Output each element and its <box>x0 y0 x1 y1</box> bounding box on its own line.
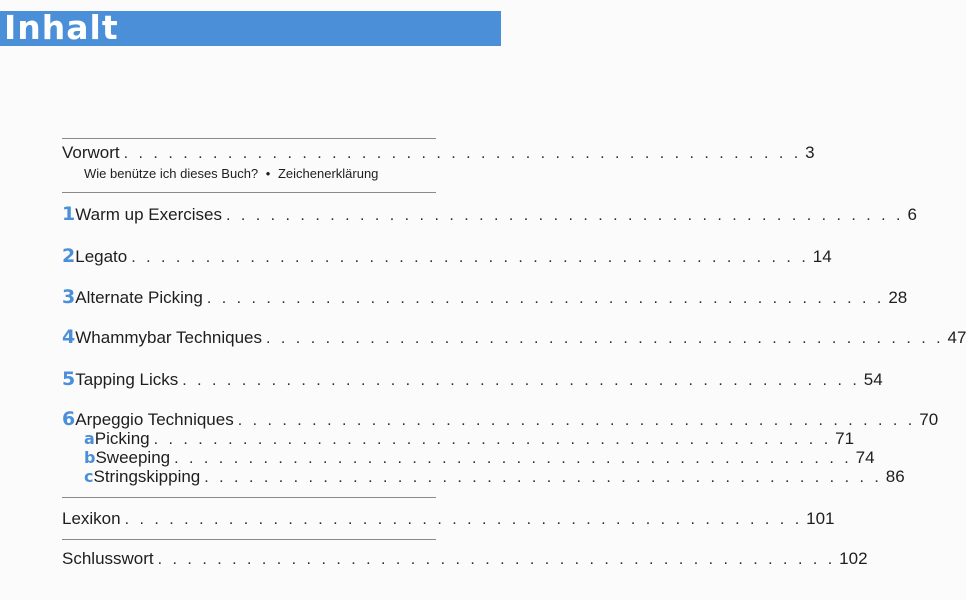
dot-leader: . . . . . . . . . . . . . . . . . . . . . . . . . . . . . . . . . . . . . . . . . . . . . . <box>225 207 904 224</box>
chapter-number: 1 <box>62 203 76 225</box>
entry-page: 47 <box>947 328 966 347</box>
entry-label: Tapping Licks <box>75 370 179 389</box>
entry-label: Picking <box>94 429 150 448</box>
entry-label: Legato <box>75 247 128 266</box>
subsection-letter: a <box>84 429 95 448</box>
entry-page: 101 <box>806 509 835 528</box>
dot-leader: . . . . . . . . . . . . . . . . . . . . . . . . . . . . . . . . . . . . . . . . . . . . . . <box>182 372 860 389</box>
dot-leader: . . . . . . . . . . . . . . . . . . . . . . . . . . . . . . . . . . . . . . . . . . . . . . <box>124 511 803 528</box>
entry-page: 14 <box>812 247 832 266</box>
dot-leader: . . . . . . . . . . . . . . . . . . . . . . . . . . . . . . . . . . . . . . . . . . . . . . <box>157 551 836 568</box>
entry-page: 6 <box>907 205 917 224</box>
entry-label: Stringskipping <box>93 467 201 486</box>
chapter-number: 2 <box>62 245 76 267</box>
toc-entry-subsection-c[interactable] <box>84 467 905 489</box>
vorwort-subtitle <box>84 166 378 181</box>
toc-entry-chapter-5[interactable] <box>62 368 883 390</box>
toc-entry-chapter-3[interactable] <box>62 286 908 308</box>
chapter-number: 5 <box>62 368 76 390</box>
entry-label: Schlusswort <box>62 549 154 568</box>
dot-leader: . . . . . . . . . . . . . . . . . . . . . . . . . . . . . . . . . . . . . . . . . . . . . . <box>123 145 802 162</box>
entry-page: 70 <box>919 410 939 429</box>
entry-page: 54 <box>863 370 883 389</box>
entry-label: Alternate Picking <box>75 288 203 307</box>
entry-label: Arpeggio Techniques <box>75 410 234 429</box>
divider-rule <box>62 192 436 193</box>
divider-rule <box>62 497 436 498</box>
subsection-letter: b <box>84 448 96 467</box>
subtitle-a: Wie benütze ich dieses Buch? <box>84 166 259 181</box>
top-rule <box>62 138 436 139</box>
entry-label: Warm up Exercises <box>75 205 222 224</box>
dot-leader: . . . . . . . . . . . . . . . . . . . . . . . . . . . . . . . . . . . . . . . . . . . . . . <box>204 469 882 486</box>
toc-entry-chapter-4[interactable] <box>62 326 966 348</box>
entry-page: 74 <box>855 448 875 467</box>
subsection-letter: c <box>84 467 94 486</box>
chapter-number: 3 <box>62 286 76 308</box>
subtitle-b: Zeichenerklärung <box>277 166 379 181</box>
toc-entry-vorwort[interactable] <box>62 143 815 165</box>
page-title: Inhalt <box>4 8 119 47</box>
dot-leader: . . . . . . . . . . . . . . . . . . . . . . . . . . . . . . . . . . . . . . . . . . . . . . <box>174 450 852 467</box>
bullet-icon: • <box>265 166 271 181</box>
entry-page: 102 <box>839 549 868 568</box>
entry-label: Lexikon <box>62 509 121 528</box>
chapter-number: 4 <box>62 326 76 348</box>
chapter-number: 6 <box>62 408 76 430</box>
entry-page: 86 <box>885 467 905 486</box>
dot-leader: . . . . . . . . . . . . . . . . . . . . . . . . . . . . . . . . . . . . . . . . . . . . . . <box>131 249 809 266</box>
toc-entry-lexikon[interactable] <box>62 509 835 531</box>
entry-page: 71 <box>835 429 855 448</box>
toc-entry-chapter-1[interactable] <box>62 203 917 225</box>
entry-page: 28 <box>888 288 908 307</box>
divider-rule <box>62 539 436 540</box>
entry-label: Whammybar Techniques <box>75 328 263 347</box>
dot-leader: . . . . . . . . . . . . . . . . . . . . . . . . . . . . . . . . . . . . . . . . . . . . . . <box>237 412 916 429</box>
entry-label: Vorwort <box>62 143 120 162</box>
toc-entry-chapter-6[interactable] <box>62 408 939 430</box>
dot-leader: . . . . . . . . . . . . . . . . . . . . . . . . . . . . . . . . . . . . . . . . . . . . . . <box>266 330 944 347</box>
dot-leader: . . . . . . . . . . . . . . . . . . . . . . . . . . . . . . . . . . . . . . . . . . . . . . <box>206 290 885 307</box>
toc-entry-chapter-2[interactable] <box>62 245 832 267</box>
toc-entry-schlusswort[interactable] <box>62 549 868 571</box>
entry-label: Sweeping <box>95 448 171 467</box>
dot-leader: . . . . . . . . . . . . . . . . . . . . . . . . . . . . . . . . . . . . . . . . . . . . . . <box>153 431 832 448</box>
entry-page: 3 <box>805 143 815 162</box>
